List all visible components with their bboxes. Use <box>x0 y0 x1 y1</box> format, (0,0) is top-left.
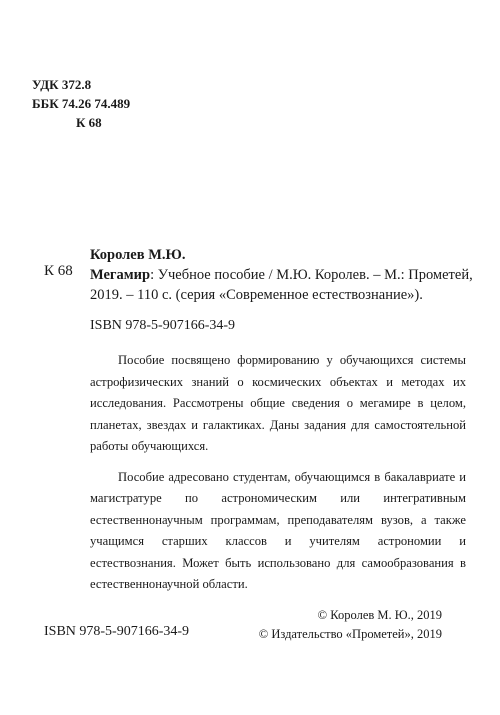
abstract-paragraph-1: Пособие посвящено формированию у обучающихся системы астрофизических знаний о космических объектах и методах их исследования. Рассмотрены общие сведения о мегамире в целом, планетах, звездах и галактиках. Даны задания для самостоятельной работы обучающихся. <box>90 353 466 453</box>
author-mark: К 68 <box>76 115 102 130</box>
card-author-mark: К 68 <box>44 263 73 279</box>
abstract-paragraph-2: Пособие адресовано студентам, обучающимся в бакалавриате и магистратуре по астрономическим или интегративным естественнонаучным программам, преподавателям вузов, а также учащимся старших классов и учителям астрономии и естествознания. Может быть использовано для самообразования в естественнонаучной области. <box>90 469 466 591</box>
abstract <box>90 350 466 596</box>
card-isbn: ISBN 978-5-907166-34-9 <box>90 318 236 333</box>
card-title-rest: : Учебное пособие / М.Ю. Королев. – М.: Прометей, <box>150 267 473 283</box>
card-title: Мегамир <box>90 267 151 283</box>
copyright-block <box>259 606 442 644</box>
copyright-author: © Королев М. Ю., 2019 <box>317 608 442 622</box>
footer-isbn: ISBN 978-5-907166-34-9 <box>44 624 190 639</box>
card-publication-line: 2019. – 110 с. (серия «Современное естествознание»). <box>90 287 423 303</box>
bbk-code: ББК 74.26 74.489 <box>32 96 131 111</box>
card-author: Королев М.Ю. <box>90 247 186 263</box>
copyright-publisher: © Издательство «Прометей», 2019 <box>258 627 442 641</box>
card-title-line <box>90 264 473 286</box>
udk-code: УДК 372.8 <box>32 77 92 92</box>
